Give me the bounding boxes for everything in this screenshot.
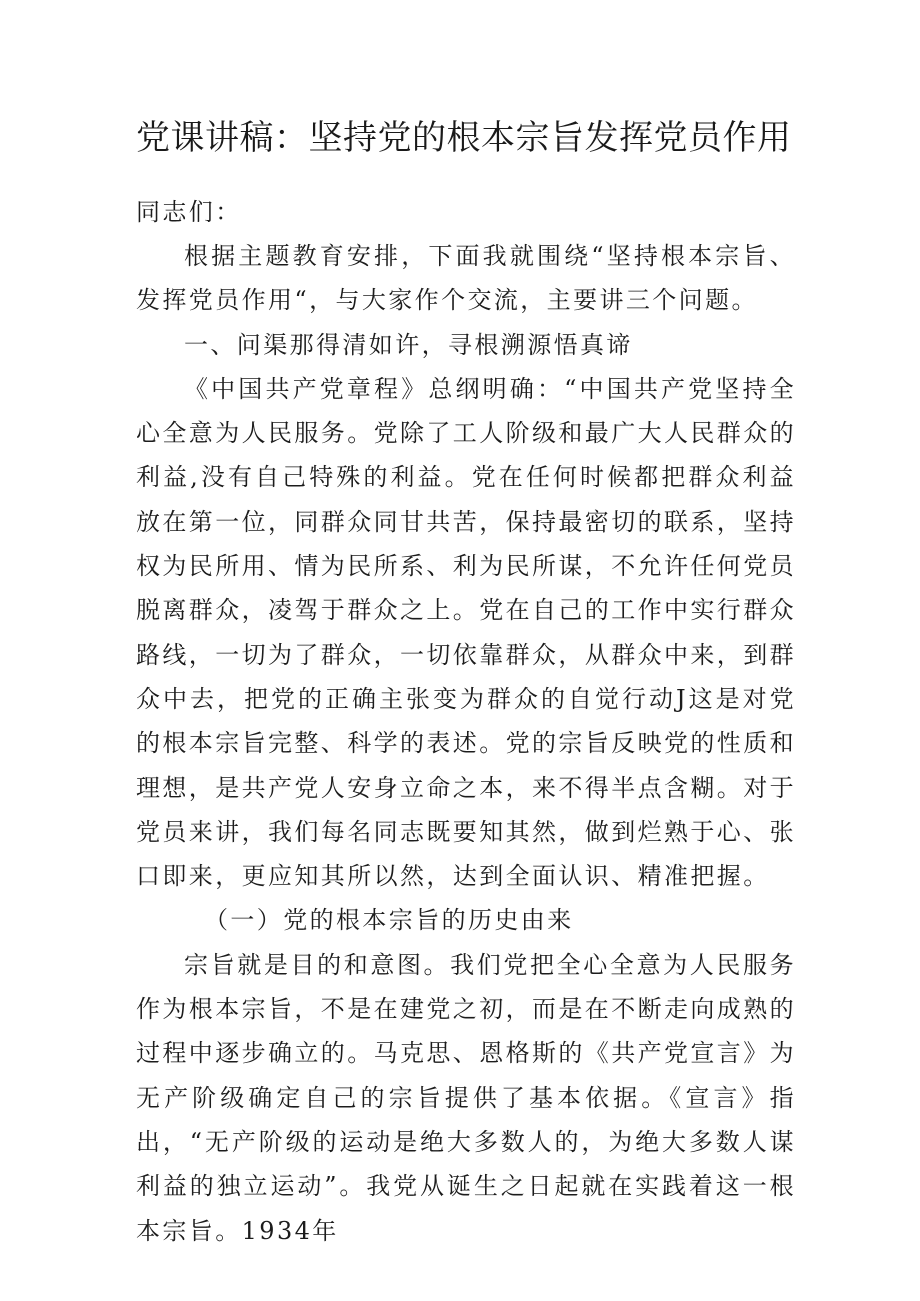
- subsection-1-heading: （一）党的根本宗旨的历史由来: [204, 906, 574, 935]
- intro-paragraph: 根据主题教育安排，下面我就围绕“坚持根本宗旨、发挥党员作用“，与大家作个交流，主要讲三个问题。: [136, 242, 796, 315]
- section-1-paragraph: 《中国共产党章程》总纲明确：“中国共产党坚持全心全意为人民服务。党除了工人阶级和最广大人民群众的利益,没有自己特殊的利益。党在任何时候都把群众利益放在第一位，同群众同甘共苦，保持最密切的联系，坚持权为民所用、情为民所系、利为民所谋，不允许任何党员脱离群众，凌驾于群众之上。党在自己的工作中实行群众路线，一切为了群众，一切依靠群众，从群众中来，到群众中去，把党的正确主张变为群众的自觉行动J这是对党的根本宗旨完整、科学的表述。党的宗旨反映党的性质和理想，是共产党人安身立命之本，来不得半点含糊。对于党员来讲，我们每名同志既要知其然，做到烂熟于心、张口即来，更应知其所以然，达到全面认识、精准把握。: [136, 374, 796, 891]
- section-1-heading: 一、问渠那得清如许，寻根溯源悟真谛: [184, 330, 633, 359]
- subsection-1-paragraph: 宗旨就是目的和意图。我们党把全心全意为人民服务作为根本宗旨，不是在建党之初，而是在不断走向成熟的过程中逐步确立的。马克思、恩格斯的《共产党宣言》为无产阶级确定自己的宗旨提供了基本依据。《宣言》指出，“无产阶级的运动是绝大多数人的，为绝大多数人谋利益的独立运动”。我党从诞生之日起就在实践着这一根本宗旨。1934年: [136, 950, 796, 1245]
- document-body: [136, 234, 796, 1253]
- salutation: 同志们：: [136, 198, 242, 226]
- document-title: 党课讲稿：坚持党的根本宗旨发挥党员作用: [136, 118, 792, 158]
